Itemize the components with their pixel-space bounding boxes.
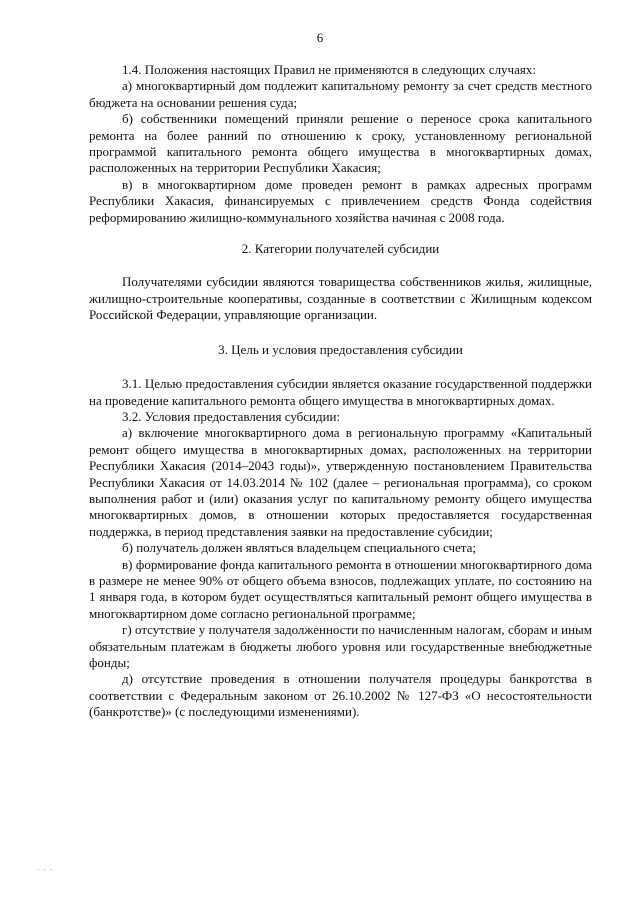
paragraph-1-4-c: в) в многоквартирном доме проведен ремонт в рамках адресных программ Республики Хакасия, финансируемых с привлечением средств Фонда содействия реформированию жилищно-коммунального хозяйства начиная с 2008 года. xyxy=(89,176,592,225)
section-2-heading: 2. Категории получателей субсидии xyxy=(241,241,440,257)
scan-artifact: · · · xyxy=(37,866,54,874)
paragraph-3-2-e: д) отсутствие проведения в отношении получателя процедуры банкротства в соответствии с Федеральным законом от 26.10.2002 № 127-ФЗ «О несостоятельности (банкротстве)» (с последующими изменениями). xyxy=(89,671,592,720)
paragraph-3-1: 3.1. Целью предоставления субсидии является оказание государственной поддержки на проведение капитального ремонта общего имущества в многоквартирных домах. xyxy=(89,376,592,408)
document-body xyxy=(89,62,592,721)
paragraph-2: Получателями субсидии являются товарищества собственников жилья, жилищные, жилищно-строительные кооперативы, созданные в соответствии с Жилищным кодексом Российской Федерации, управляющие организации. xyxy=(89,274,592,323)
paragraph-3-2-a: а) включение многоквартирного дома в региональную программу «Капитальный ремонт общего имущества в многоквартирных домах, расположенных на территории Республики Хакасия (2014–2043 годы)», утвержденную постановлением Правительства Республики Хакасия от 14.03.2014 № 102 (далее – региональная программа), со сроком выполнения работ и (или) оказания услуг по капитальному ремонту общего имущества многоквартирных домов, в отношении которых предоставляется государственная поддержка, в период представления заявки на предоставление субсидии; xyxy=(89,425,592,539)
paragraph-1-4-b: б) собственники помещений приняли решение о переносе срока капитального ремонта на более ранний по отношению к сроку, установленному региональной программой капитального ремонта общего имущества в многоквартирных домах, расположенных на территории Республики Хакасия; xyxy=(89,111,592,176)
paragraph-3-2-d: г) отсутствие у получателя задолженности по начисленным налогам, сборам и иным обязательным платежам в бюджеты любого уровня или государственные внебюджетные фонды; xyxy=(89,622,592,670)
paragraph-3-2-c: в) формирование фонда капитального ремонта в отношении многоквартирного дома в размере не менее 90% от общего объема взносов, подлежащих уплате, по состоянию на 1 января года, в котором будет осуществляться капитальный ремонт общего имущества в многоквартирном доме согласно региональной программе; xyxy=(89,556,592,621)
page-number: 6 xyxy=(316,30,324,45)
paragraph-1-4-a: а) многоквартирный дом подлежит капитальному ремонту за счет средств местного бюджета на основании решения суда; xyxy=(89,78,592,110)
section-3-heading: 3. Цель и условия предоставления субсидии xyxy=(218,341,463,357)
paragraph-1-4: 1.4. Положения настоящих Правил не применяются в следующих случаях: xyxy=(122,62,536,77)
paragraph-3-2: 3.2. Условия предоставления субсидии: xyxy=(122,408,341,424)
paragraph-3-2-b: б) получатель должен являться владельцем специального счета; xyxy=(122,540,476,556)
